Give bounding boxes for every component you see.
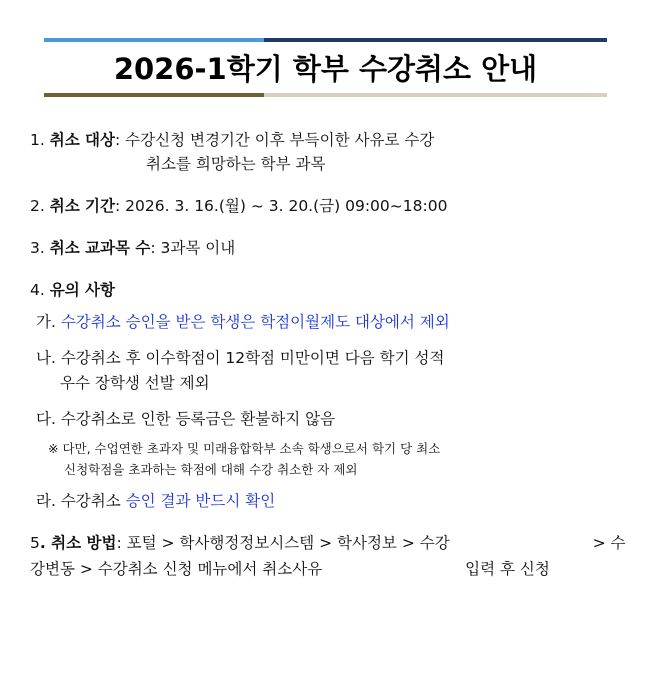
item-value-line: 포털 > 학사행정정보시스템 > 학사정보 > 수강: [126, 534, 450, 552]
note-remark: [30, 438, 640, 480]
note-text-continued: 우수 장학생 선발 제외: [60, 374, 210, 392]
note-ra: [30, 489, 640, 514]
item-colon: :: [116, 534, 127, 552]
note-marker: 가.: [36, 313, 61, 331]
page-title: 2026-1학기 학부 수강취소 안내: [113, 51, 538, 86]
notice-content: [30, 128, 640, 582]
item-number: 5: [30, 534, 40, 552]
item-value-line: > 수강변동 > 수강취소 신청 메뉴에서 취소사유: [30, 534, 626, 578]
item-number: 2.: [30, 197, 50, 215]
item-cancel-method: [30, 530, 640, 582]
note-marker: 다.: [36, 410, 61, 428]
item-key: 취소 대상: [49, 131, 116, 149]
item-cancel-period: [30, 194, 640, 218]
item-colon: :: [115, 197, 126, 215]
item-key: 유의 사항: [49, 281, 116, 299]
item-value-line: 입력 후 신청: [465, 560, 550, 578]
item-key: 취소 기간: [49, 197, 116, 215]
bottom-bar-left-segment: [44, 93, 264, 97]
item-number: 4.: [30, 281, 50, 299]
item-number: 1.: [30, 131, 50, 149]
item-value-line: 3과목 이내: [160, 239, 236, 257]
bottom-bar-right-segment: [264, 93, 607, 97]
item-colon: :: [115, 131, 126, 149]
item-colon: :: [150, 239, 161, 257]
note-marker: 나.: [36, 349, 61, 367]
note-na: [30, 346, 640, 396]
item-key: 교과목 수: [85, 239, 151, 257]
note-text: 수강취소: [60, 492, 126, 510]
item-notes-heading: [30, 278, 640, 302]
item-value-line: 2026. 3. 16.(월) ~ 3. 20.(금) 09:00~18:00: [125, 197, 448, 215]
note-text: 수강취소 후 이수학점이 12학점 미만이면 다음 학기 성적: [60, 349, 445, 367]
note-marker: 라.: [36, 492, 61, 510]
item-value-line: 취소를 희망하는 학부 과목: [146, 155, 326, 173]
item-number-dot: .: [39, 534, 52, 552]
item-course-count: [30, 236, 640, 260]
item-number: 3.: [30, 239, 50, 257]
remark-line: ※ 다만, 수업연한 초과자 및 미래융합학부 소속 학생으로서 학기 당 최소: [48, 441, 441, 456]
item-cancel-target: [30, 128, 640, 176]
note-text: 수강취소로 인한 등록금은 환불하지 않음: [60, 410, 336, 428]
item-key: 취소 방법: [51, 534, 117, 552]
remark-line: 신청학점을 초과하는 학점에 대해 수강 취소한 자 제외: [64, 462, 358, 477]
item-key-prefix: 취소: [49, 239, 86, 257]
note-da: [30, 407, 640, 432]
note-text: 수강취소 승인을 받은 학생은 학점이월제도 대상에서 제외: [60, 313, 450, 331]
note-text-highlight: 승인 결과 반드시 확인: [125, 492, 276, 510]
title-bottom-bar: [44, 93, 607, 97]
note-ga: [30, 310, 640, 335]
item-value-line: 수강신청 변경기간 이후 부득이한 사유로 수강: [125, 131, 435, 149]
